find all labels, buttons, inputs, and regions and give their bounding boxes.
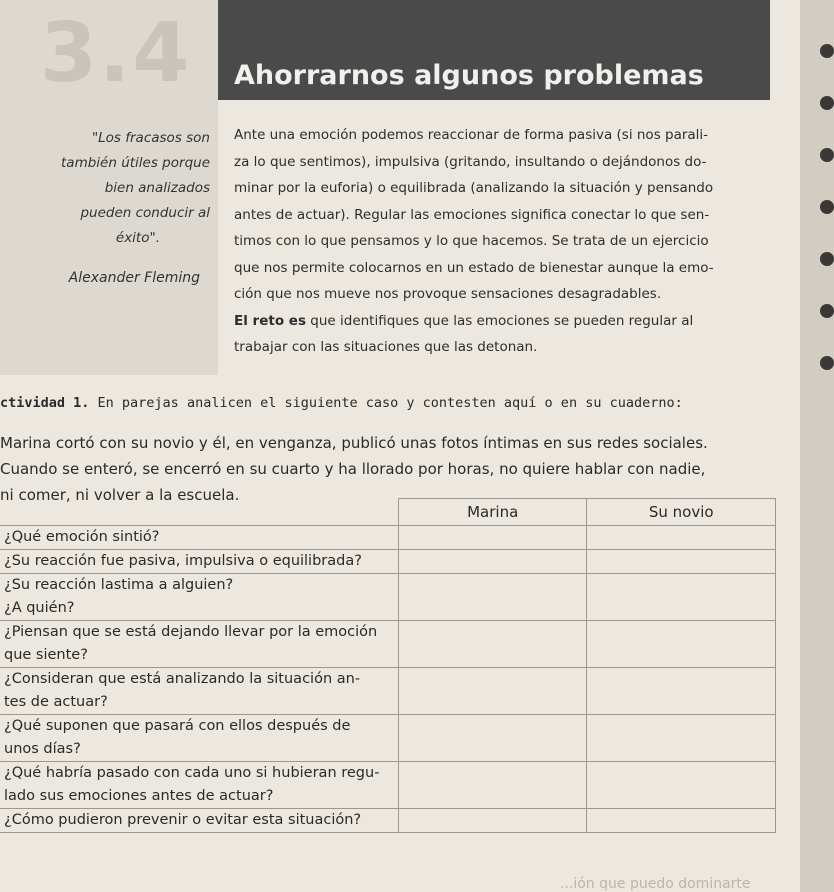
question-line: unos días? [4, 741, 81, 757]
question-cell [0, 526, 398, 550]
quote-author: Alexander Fleming [68, 270, 200, 286]
activity-text: En parejas analicen el siguiente caso y contesten aquí o en su cuaderno: [89, 395, 683, 411]
table-row [0, 715, 776, 762]
question-line: ¿Qué suponen que pasará con ellos después de [4, 718, 351, 734]
quote [20, 126, 210, 251]
binder-hole-icon [820, 200, 834, 214]
answer-marina[interactable] [398, 526, 587, 550]
intro-line: ción que nos mueve nos provoque sensaciones desagradables. [234, 286, 662, 302]
intro-line: za lo que sentimos), impulsiva (gritando, insultando o dejándonos do- [234, 153, 707, 170]
question-cell [0, 762, 398, 809]
quote-line: pueden conducir al [80, 205, 210, 221]
binder-hole-icon [820, 356, 834, 370]
question-line: ¿Piensan que se está dejando llevar por la emoción [4, 624, 378, 640]
quote-line: bien analizados [104, 180, 210, 196]
intro-line: timos con lo que pensamos y lo que hacemos. Se trata de un ejercicio [234, 233, 709, 249]
question-cell [0, 809, 398, 833]
answer-novio[interactable] [587, 809, 776, 833]
table-row [0, 526, 776, 550]
question-line: ¿Consideran que está analizando la situación an- [4, 671, 361, 687]
question-line: ¿Cómo pudieron prevenir o evitar esta situación? [4, 812, 362, 828]
header-su-novio: Su novio [587, 499, 776, 526]
intro-line: antes de actuar). Regular las emociones significa conectar lo que sen- [234, 206, 710, 223]
intro-line: minar por la euforia) o equilibrada (analizando la situación y pensando [234, 180, 714, 196]
table-row [0, 621, 776, 668]
question-line: que siente? [4, 647, 88, 663]
intro-line: que nos permite colocarnos en un estado de bienestar aunque la emo- [234, 259, 714, 276]
answer-novio[interactable] [587, 715, 776, 762]
reto-line [234, 308, 734, 335]
answer-marina[interactable] [398, 715, 587, 762]
answer-novio[interactable] [587, 550, 776, 574]
binder-hole-icon [820, 148, 834, 162]
question-line: lado sus emociones antes de actuar? [4, 788, 274, 804]
section-title: Ahorrarnos algunos problemas [234, 60, 704, 91]
section-number: 3.4 [40, 6, 192, 101]
answer-novio[interactable] [587, 574, 776, 621]
binder-margin [800, 0, 834, 892]
quote-line: también útiles porque [61, 155, 210, 171]
table-row [0, 762, 776, 809]
question-cell [0, 621, 398, 668]
answer-marina[interactable] [398, 574, 587, 621]
answer-novio[interactable] [587, 762, 776, 809]
activity-label: ctividad 1. [0, 395, 90, 411]
answer-marina[interactable] [398, 809, 587, 833]
answer-novio[interactable] [587, 621, 776, 668]
questions-table [0, 498, 776, 833]
question-line: ¿Qué emoción sintió? [4, 529, 160, 545]
quote-line: "Los fracasos son [91, 130, 210, 146]
answer-novio[interactable] [587, 526, 776, 550]
answer-novio[interactable] [587, 668, 776, 715]
reto-text: que identifiques que las emociones se pueden regular al [305, 312, 694, 329]
question-cell [0, 715, 398, 762]
quote-line: éxito". [115, 230, 160, 246]
table-row [0, 574, 776, 621]
answer-marina[interactable] [398, 668, 587, 715]
table-header-row [0, 499, 776, 526]
intro-line: Ante una emoción podemos reaccionar de forma pasiva (si nos parali- [234, 127, 709, 143]
intro-text [234, 122, 734, 361]
binder-hole-icon [820, 96, 834, 110]
table-row [0, 809, 776, 833]
question-cell [0, 574, 398, 621]
table-row [0, 550, 776, 574]
case-line: ni comer, ni volver a la escuela. [0, 486, 240, 504]
header-empty [0, 499, 398, 526]
footer-text: ...ión que puedo dominarte [560, 876, 751, 892]
table-row [0, 668, 776, 715]
question-line: ¿Su reacción fue pasiva, impulsiva o equilibrada? [4, 553, 362, 569]
answer-marina[interactable] [398, 621, 587, 668]
case-line: Marina cortó con su novio y él, en venganza, publicó unas fotos íntimas en sus redes sociales. [0, 434, 708, 452]
reto-bold: El reto es [234, 312, 306, 329]
question-cell [0, 668, 398, 715]
reto-line-2: trabajar con las situaciones que las detonan. [234, 339, 538, 355]
question-line: tes de actuar? [4, 694, 108, 710]
answer-marina[interactable] [398, 550, 587, 574]
binder-hole-icon [820, 304, 834, 318]
question-line: ¿Su reacción lastima a alguien? [4, 577, 234, 593]
case-line: Cuando se enteró, se encerró en su cuarto y ha llorado por horas, no quiere hablar con nadie, [0, 460, 706, 478]
header-marina: Marina [398, 499, 587, 526]
question-cell [0, 550, 398, 574]
question-line: ¿Qué habría pasado con cada uno si hubieran regu- [4, 765, 380, 781]
answer-marina[interactable] [398, 762, 587, 809]
binder-hole-icon [820, 44, 834, 58]
activity-instruction [0, 395, 780, 411]
binder-hole-icon [820, 252, 834, 266]
case-text [0, 430, 790, 508]
question-line: ¿A quién? [4, 600, 75, 616]
